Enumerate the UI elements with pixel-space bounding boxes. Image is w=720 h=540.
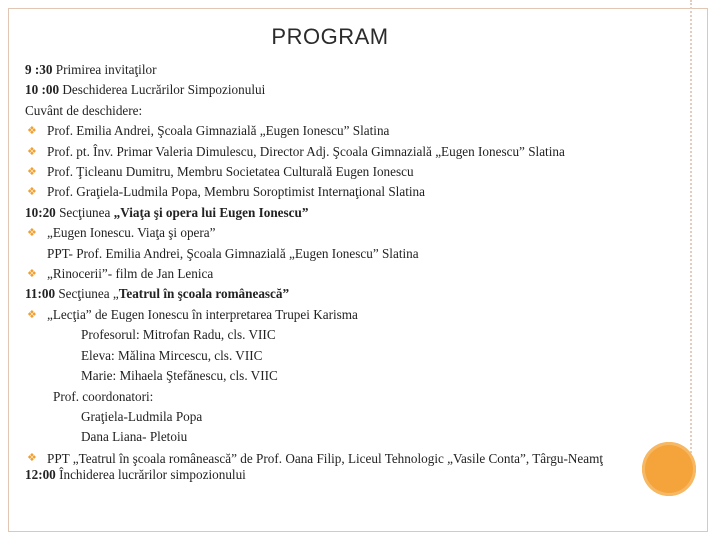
list-item-text: PPT „Teatrul în şcoala românească” de Prof. Oana Filip, Liceul Tehnologic „Vasile Conta”, Târgu-Neamţ bbox=[47, 450, 604, 466]
coordinator-name: Dana Liana- Pletoiu bbox=[81, 429, 188, 445]
diamond-bullet-icon: ❖ bbox=[27, 144, 37, 158]
program-content bbox=[25, 60, 683, 485]
page-title: PROGRAM bbox=[271, 24, 389, 49]
time-label: 11:00 bbox=[25, 286, 56, 302]
line-text: Primirea invitaţilor bbox=[52, 62, 157, 77]
section-heading bbox=[25, 284, 683, 304]
list-item bbox=[25, 264, 683, 284]
section-title: „Viaţa şi opera lui Eugen Ionescu” bbox=[113, 204, 309, 220]
list-item-text: Prof. Graţiela-Ludmila Popa, Membru Soroptimist Internaţional Slatina bbox=[47, 184, 425, 200]
time-label: 10 :00 bbox=[25, 82, 60, 98]
section-title: Teatrul în şcoala românească” bbox=[118, 286, 290, 302]
program-line bbox=[25, 101, 683, 121]
section-label: Secţiunea „ bbox=[55, 286, 119, 302]
diamond-bullet-icon: ❖ bbox=[27, 124, 37, 138]
list-item-text: Prof. Ţicleanu Dumitru, Membru Societatea Culturală Eugen Ionescu bbox=[47, 164, 414, 180]
list-item bbox=[25, 448, 683, 465]
list-item bbox=[25, 182, 683, 202]
time-label: 10:20 bbox=[25, 204, 56, 220]
list-item bbox=[25, 121, 683, 141]
time-label: 9 :30 bbox=[25, 62, 53, 77]
coordinator-name: Graţiela-Ludmila Popa bbox=[81, 408, 203, 424]
program-line bbox=[25, 465, 683, 485]
diamond-bullet-icon: ❖ bbox=[27, 226, 37, 240]
diamond-bullet-icon: ❖ bbox=[27, 185, 37, 199]
list-item-detail: PPT- Prof. Emilia Andrei, Şcoala Gimnazială „Eugen Ionescu” Slatina bbox=[47, 245, 419, 261]
diamond-bullet-icon: ❖ bbox=[27, 450, 37, 464]
list-item bbox=[25, 162, 683, 182]
diamond-bullet-icon: ❖ bbox=[27, 267, 37, 281]
cast-member: Marie: Mihaela Ştefănescu, cls. VIIC bbox=[81, 368, 278, 384]
section-label: Secţiunea bbox=[55, 204, 114, 220]
list-item-text: „Lecţia” de Eugen Ionescu în interpretarea Trupei Karisma bbox=[47, 306, 358, 322]
line-text: Cuvânt de deschidere: bbox=[25, 102, 143, 118]
line-text: Închiderea lucrărilor simpozionului bbox=[55, 466, 246, 482]
list-item-text: Prof. Emilia Andrei, Şcoala Gimnazială „Eugen Ionescu” Slatina bbox=[47, 123, 390, 139]
list-item-text: Prof. pt. Înv. Primar Valeria Dimulescu, Director Adj. Şcoala Gimnazială „Eugen Ionescu” Slatina bbox=[47, 143, 565, 159]
time-label: 12:00 bbox=[25, 466, 56, 482]
diamond-bullet-icon: ❖ bbox=[27, 307, 37, 321]
dotted-divider bbox=[690, 0, 692, 460]
cast-member: Profesorul: Mitrofan Radu, cls. VIIC bbox=[81, 327, 276, 343]
list-item-text: „Rinocerii”- film de Jan Lenica bbox=[47, 266, 214, 282]
cast-member: Eleva: Mălina Mircescu, cls. VIIC bbox=[81, 347, 263, 363]
line-text: Deschiderea Lucrărilor Simpozionului bbox=[59, 82, 266, 98]
program-line bbox=[25, 80, 683, 100]
list-item bbox=[25, 223, 683, 243]
section-heading bbox=[25, 203, 683, 223]
list-item bbox=[25, 305, 683, 325]
list-item bbox=[25, 142, 683, 162]
diamond-bullet-icon: ❖ bbox=[27, 165, 37, 179]
coordinators-label: Prof. coordonatori: bbox=[53, 388, 154, 404]
program-line bbox=[25, 60, 683, 80]
list-item-text: „Eugen Ionescu. Viaţa şi opera” bbox=[47, 225, 216, 241]
